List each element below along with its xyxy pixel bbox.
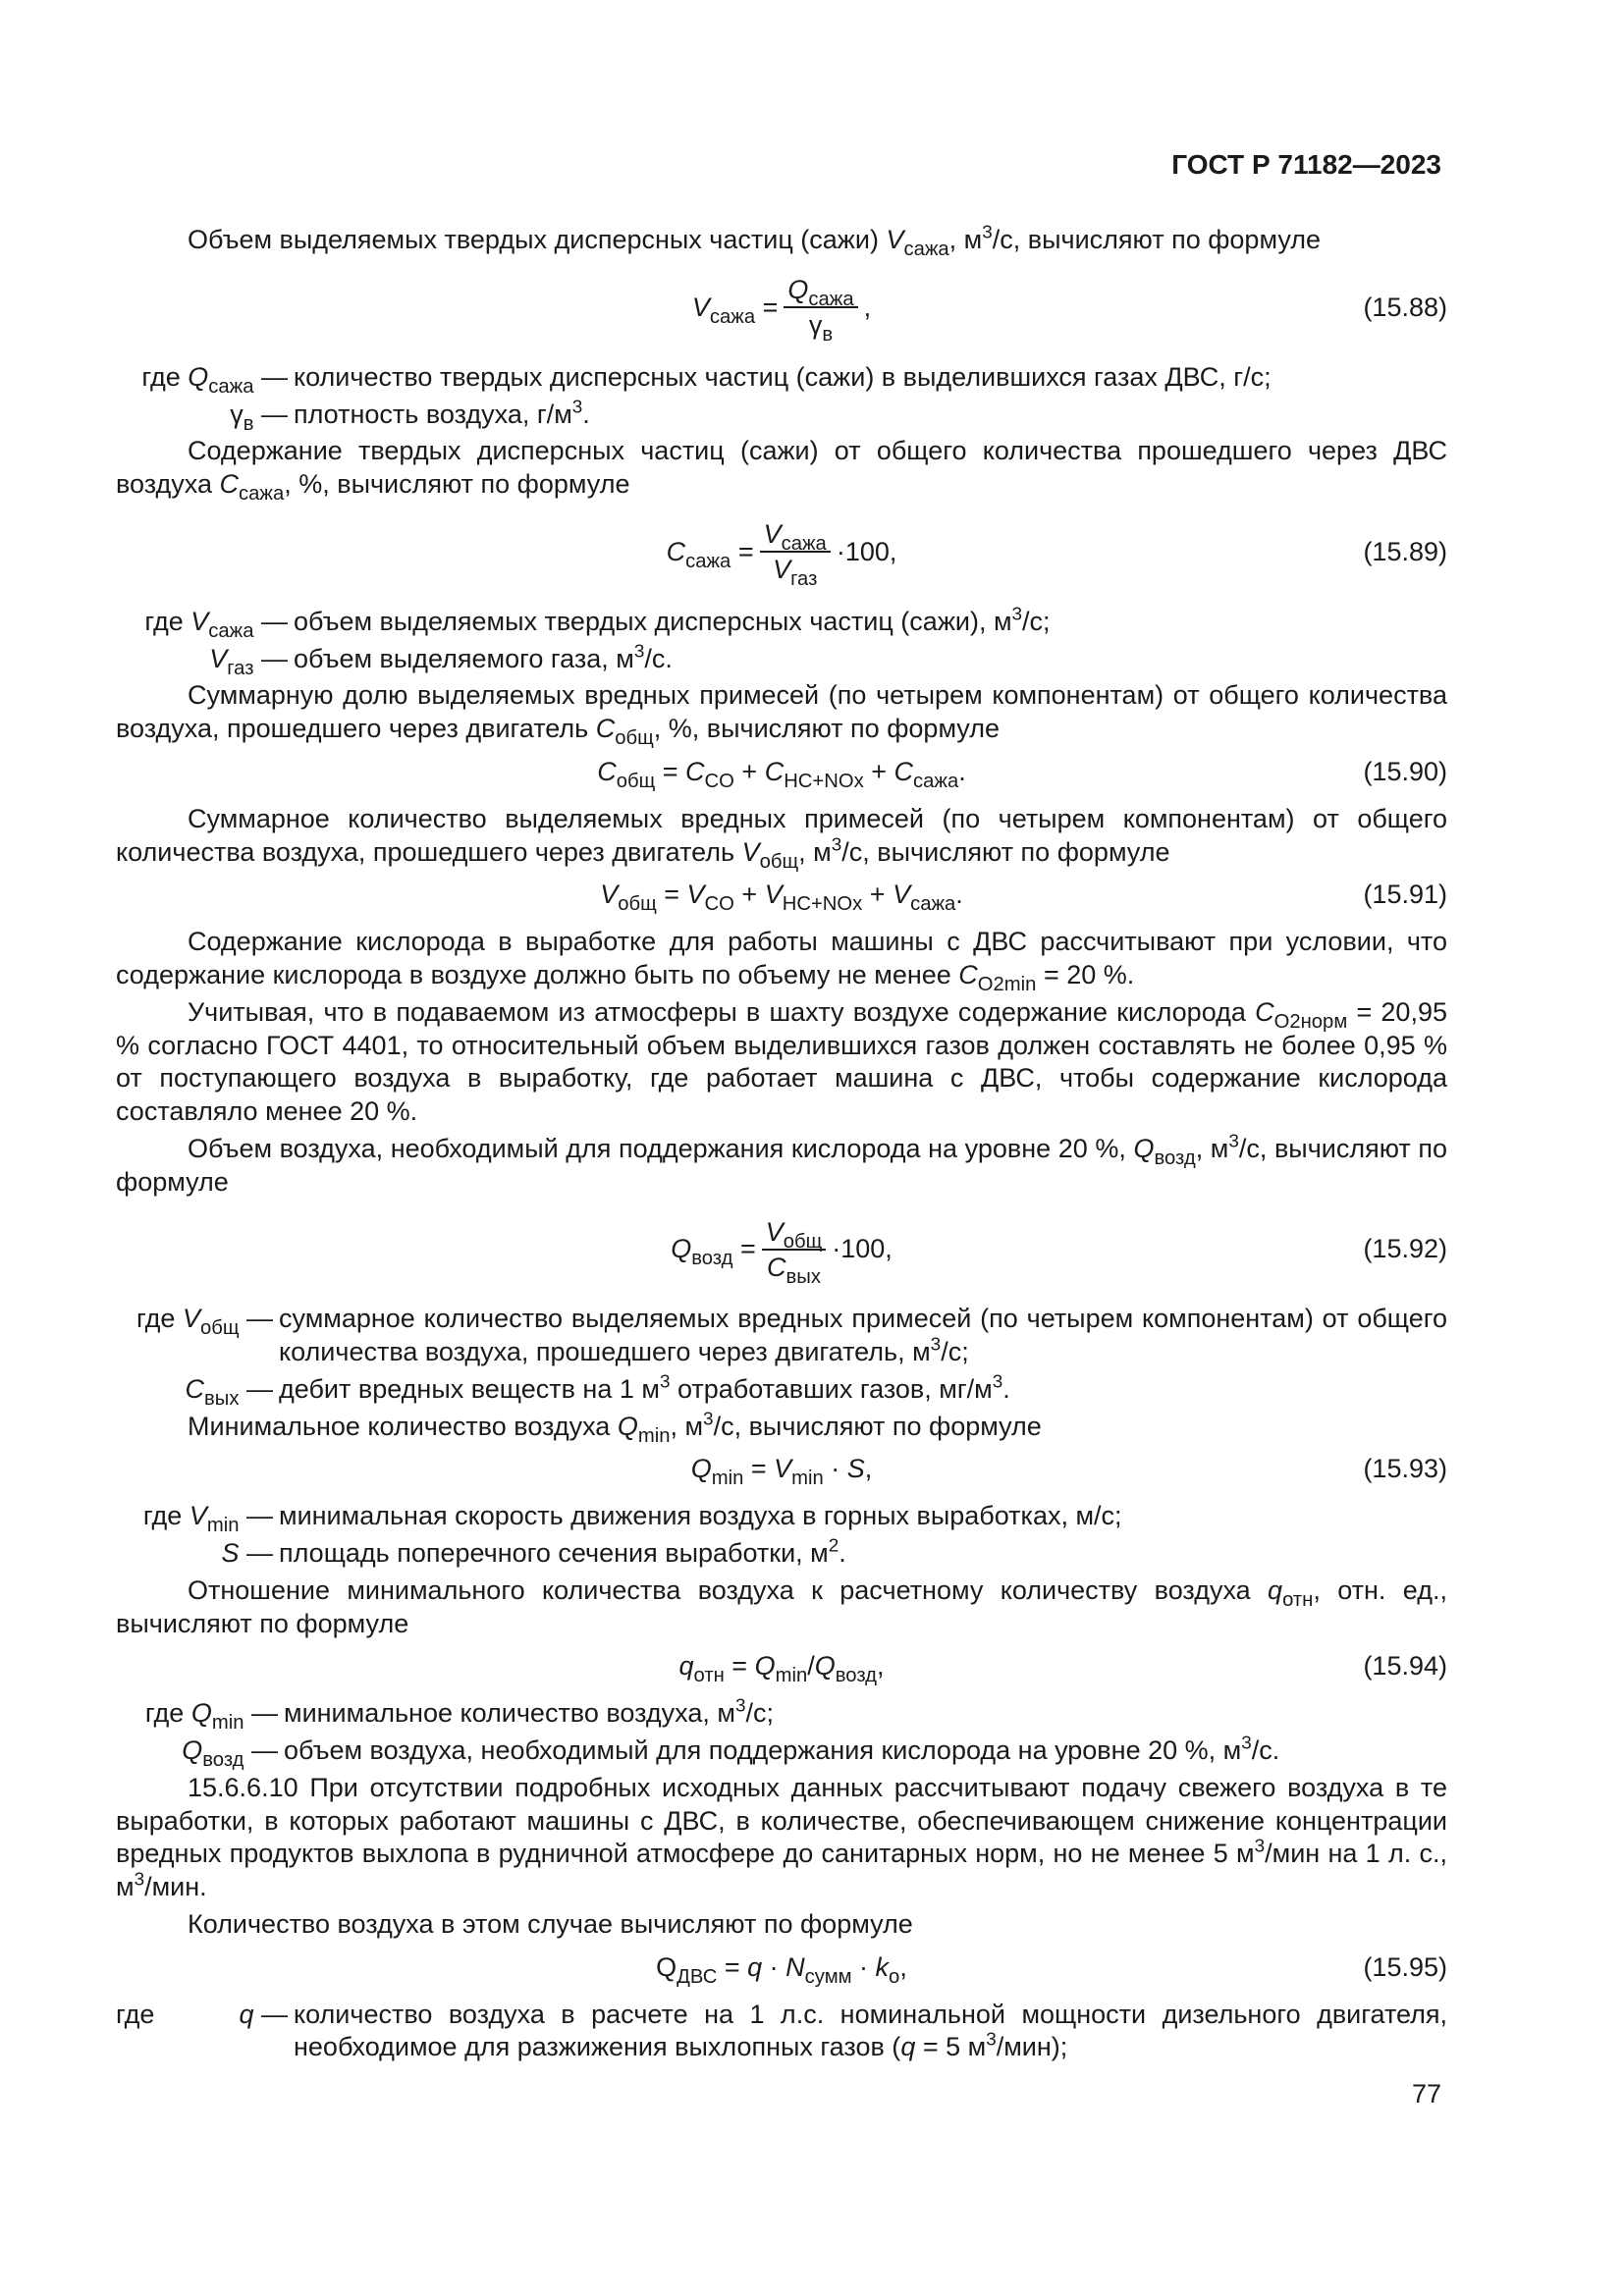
formula-15-92: $Q_{возд}$ = $\frac{V_{общ}}{C_{вых}}$ ·100, (15.92)	[671, 1216, 1447, 1288]
definition-s: S — площадь поперечного сечения выработки, $м^2$.	[221, 1535, 846, 1568]
paragraph-oxygen-condition: Содержание кислорода в выработке для работы машины с ДВС рассчитывают при условии, что содержание кислорода в воздухе должно быть по объему не менее $C_{O2min} = 20$ %.	[116, 927, 1447, 996]
fraction: $\frac{V_{сажа}}{V_{газ}}$	[760, 519, 831, 585]
definition-v-gas: $V_{газ}$ — объем выделяемого газа, $м^3/с$.	[209, 641, 673, 679]
definition-gamma: $\gamma_в$ — плотность воздуха, $г/м^3$.	[230, 397, 590, 435]
definition-q: где q — количество воздуха в расчете на 1 л.с. номинальной мощности дизельного двигателя, необходимое для разжижения выхлопных газов (q = 5 $м^3/мин$);	[116, 1999, 1447, 2062]
formula-number: (15.88)	[1363, 292, 1447, 322]
paragraph-oxygen-normal: Учитывая, что в подаваемом из атмосферы в шахту воздухе содержание кислорода $C_{O2норм} = 20,95$ % согласно ГОСТ 4401, то относительный объем выделившихся газов должен составлять не более 0,95 % от поступающего воздуха в выработку, где работает машина с ДВС, чтобы содержание кислорода составляло менее 20 %.	[116, 996, 1447, 1126]
definition-v-total: где $V_{общ}$ — суммарное количество выделяемых вредных примесей (по четырем компонентам) от общего количества воздуха, прошедшего через двигатель, $м^3/с$;	[136, 1304, 1447, 1366]
paragraph-soot-content: Содержание твердых дисперсных частиц (сажи) от общего количества прошедшего через ДВС воздуха $C_{сажа}$, %, вычисляют по формуле	[116, 436, 1447, 506]
fraction: $\frac{Q_{сажа}}{\gamma_в}$	[784, 275, 857, 341]
paragraph-air-volume: Объем воздуха, необходимый для поддержания кислорода на уровне 20 %, $Q_{возд}$, $м^3/с$, вычисляют по формуле	[116, 1131, 1447, 1197]
definition-c-out: $C_{вых}$ — дебит вредных веществ на 1 $м^3$ отработавших газов, $мг/м^3$.	[185, 1371, 1010, 1410]
formula-15-88: $V_{сажа}$ = $\frac{Q_{сажа}}{\gamma_в}$ , (15.88)	[691, 275, 1447, 347]
formula-number: (15.91)	[1363, 880, 1447, 910]
paragraph-total-share: Суммарную долю выделяемых вредных примесей (по четырем компонентам) от общего количества воздуха, прошедшего через двигатель $C_{общ}$, %, вычисляют по формуле	[116, 680, 1447, 750]
formula-number: (15.90)	[1363, 756, 1447, 786]
formula-15-93: $Q_{min} = V_{min} \cdot S$, (15.93)	[690, 1454, 1447, 1490]
standard-header: ГОСТ Р 71182—2023	[1171, 149, 1441, 180]
formula-15-95: $Q_{ДВС} = q \cdot N_{сумм} \cdot k_о$, (15.95)	[656, 1951, 1447, 1988]
definition-q-air: $Q_{возд}$ — объем воздуха, необходимый для поддержания кислорода на уровне 20 %, $м^3/с$.	[182, 1733, 1280, 1772]
paragraph-15-6-6-10: 15.6.6.10 При отсутствии подробных исходных данных рассчитывают подачу свежего воздуха в те выработки, в которых работают машины с ДВС, в количестве, обеспечивающем снижение концентрации вредных продуктов выхлопа в рудничной атмосфере до санитарных норм, но не менее 5 $м^3$/мин на 1 л. с., $м^3$/мин.	[116, 1772, 1448, 1901]
formula-15-94: $q_{отн} = Q_{min}/Q_{возд}$, (15.94)	[678, 1651, 1447, 1687]
formula-number: (15.93)	[1363, 1454, 1447, 1484]
formula-number: (15.89)	[1363, 536, 1447, 566]
definition-q-min: где $Q_{min}$ — минимальное количество воздуха, $м^3/с$;	[144, 1695, 774, 1735]
formula-15-89: $C_{сажа}$ = $\frac{V_{сажа}}{V_{газ}}$ ·100, (15.89)	[666, 519, 1447, 591]
page-content	[116, 224, 1447, 2064]
definition-v-soot: где $V_{сажа}$ — объем выделяемых твердых дисперсных частиц (сажи), $м^3/с$;	[144, 604, 1051, 642]
fraction: $\frac{V_{общ}}{C_{вых}}$	[762, 1217, 827, 1283]
paragraph-ratio: Отношение минимального количества воздуха к расчетному количеству воздуха $q_{отн}$, отн. ед., вычисляют по формуле	[116, 1575, 1447, 1638]
formula-15-90: $C_{общ} = C_{CO} + C_{HC+NOx} + C_{сажа}$. (15.90)	[597, 756, 1447, 792]
formula-15-91: $V_{общ} = V_{CO} + V_{HC+NOx} + V_{сажа}$. (15.91)	[600, 880, 1447, 916]
paragraph-total-amount: Суммарное количество выделяемых вредных примесей (по четырем компонентам) от общего количества воздуха, прошедшего через двигатель $V_{общ}$, $м^3/с$, вычисляют по формуле	[116, 803, 1447, 873]
page-number: 77	[1411, 2079, 1441, 2109]
paragraph-air-quantity: Количество воздуха в этом случае вычисляют по формуле	[188, 1908, 913, 1939]
paragraph-min-air: Минимальное количество воздуха $Q_{min}$, $м^3/с$, вычисляют по формуле	[188, 1409, 1042, 1447]
paragraph-soot-volume: Объем выделяемых твердых дисперсных частиц (сажи) $V_{сажа}$, $м^3/с$, вычисляют по формуле	[188, 222, 1321, 261]
definition-v-min: где $V_{min}$ — минимальная скорость движения воздуха в горных выработках, м/с;	[142, 1501, 1122, 1537]
formula-number: (15.92)	[1363, 1234, 1447, 1264]
formula-number: (15.94)	[1363, 1651, 1447, 1682]
formula-number: (15.95)	[1363, 1951, 1447, 1982]
definition-q-soot: где $Q_{сажа}$ — количество твердых дисперсных частиц (сажи) в выделившихся газах ДВС, г/с;	[141, 361, 1272, 398]
